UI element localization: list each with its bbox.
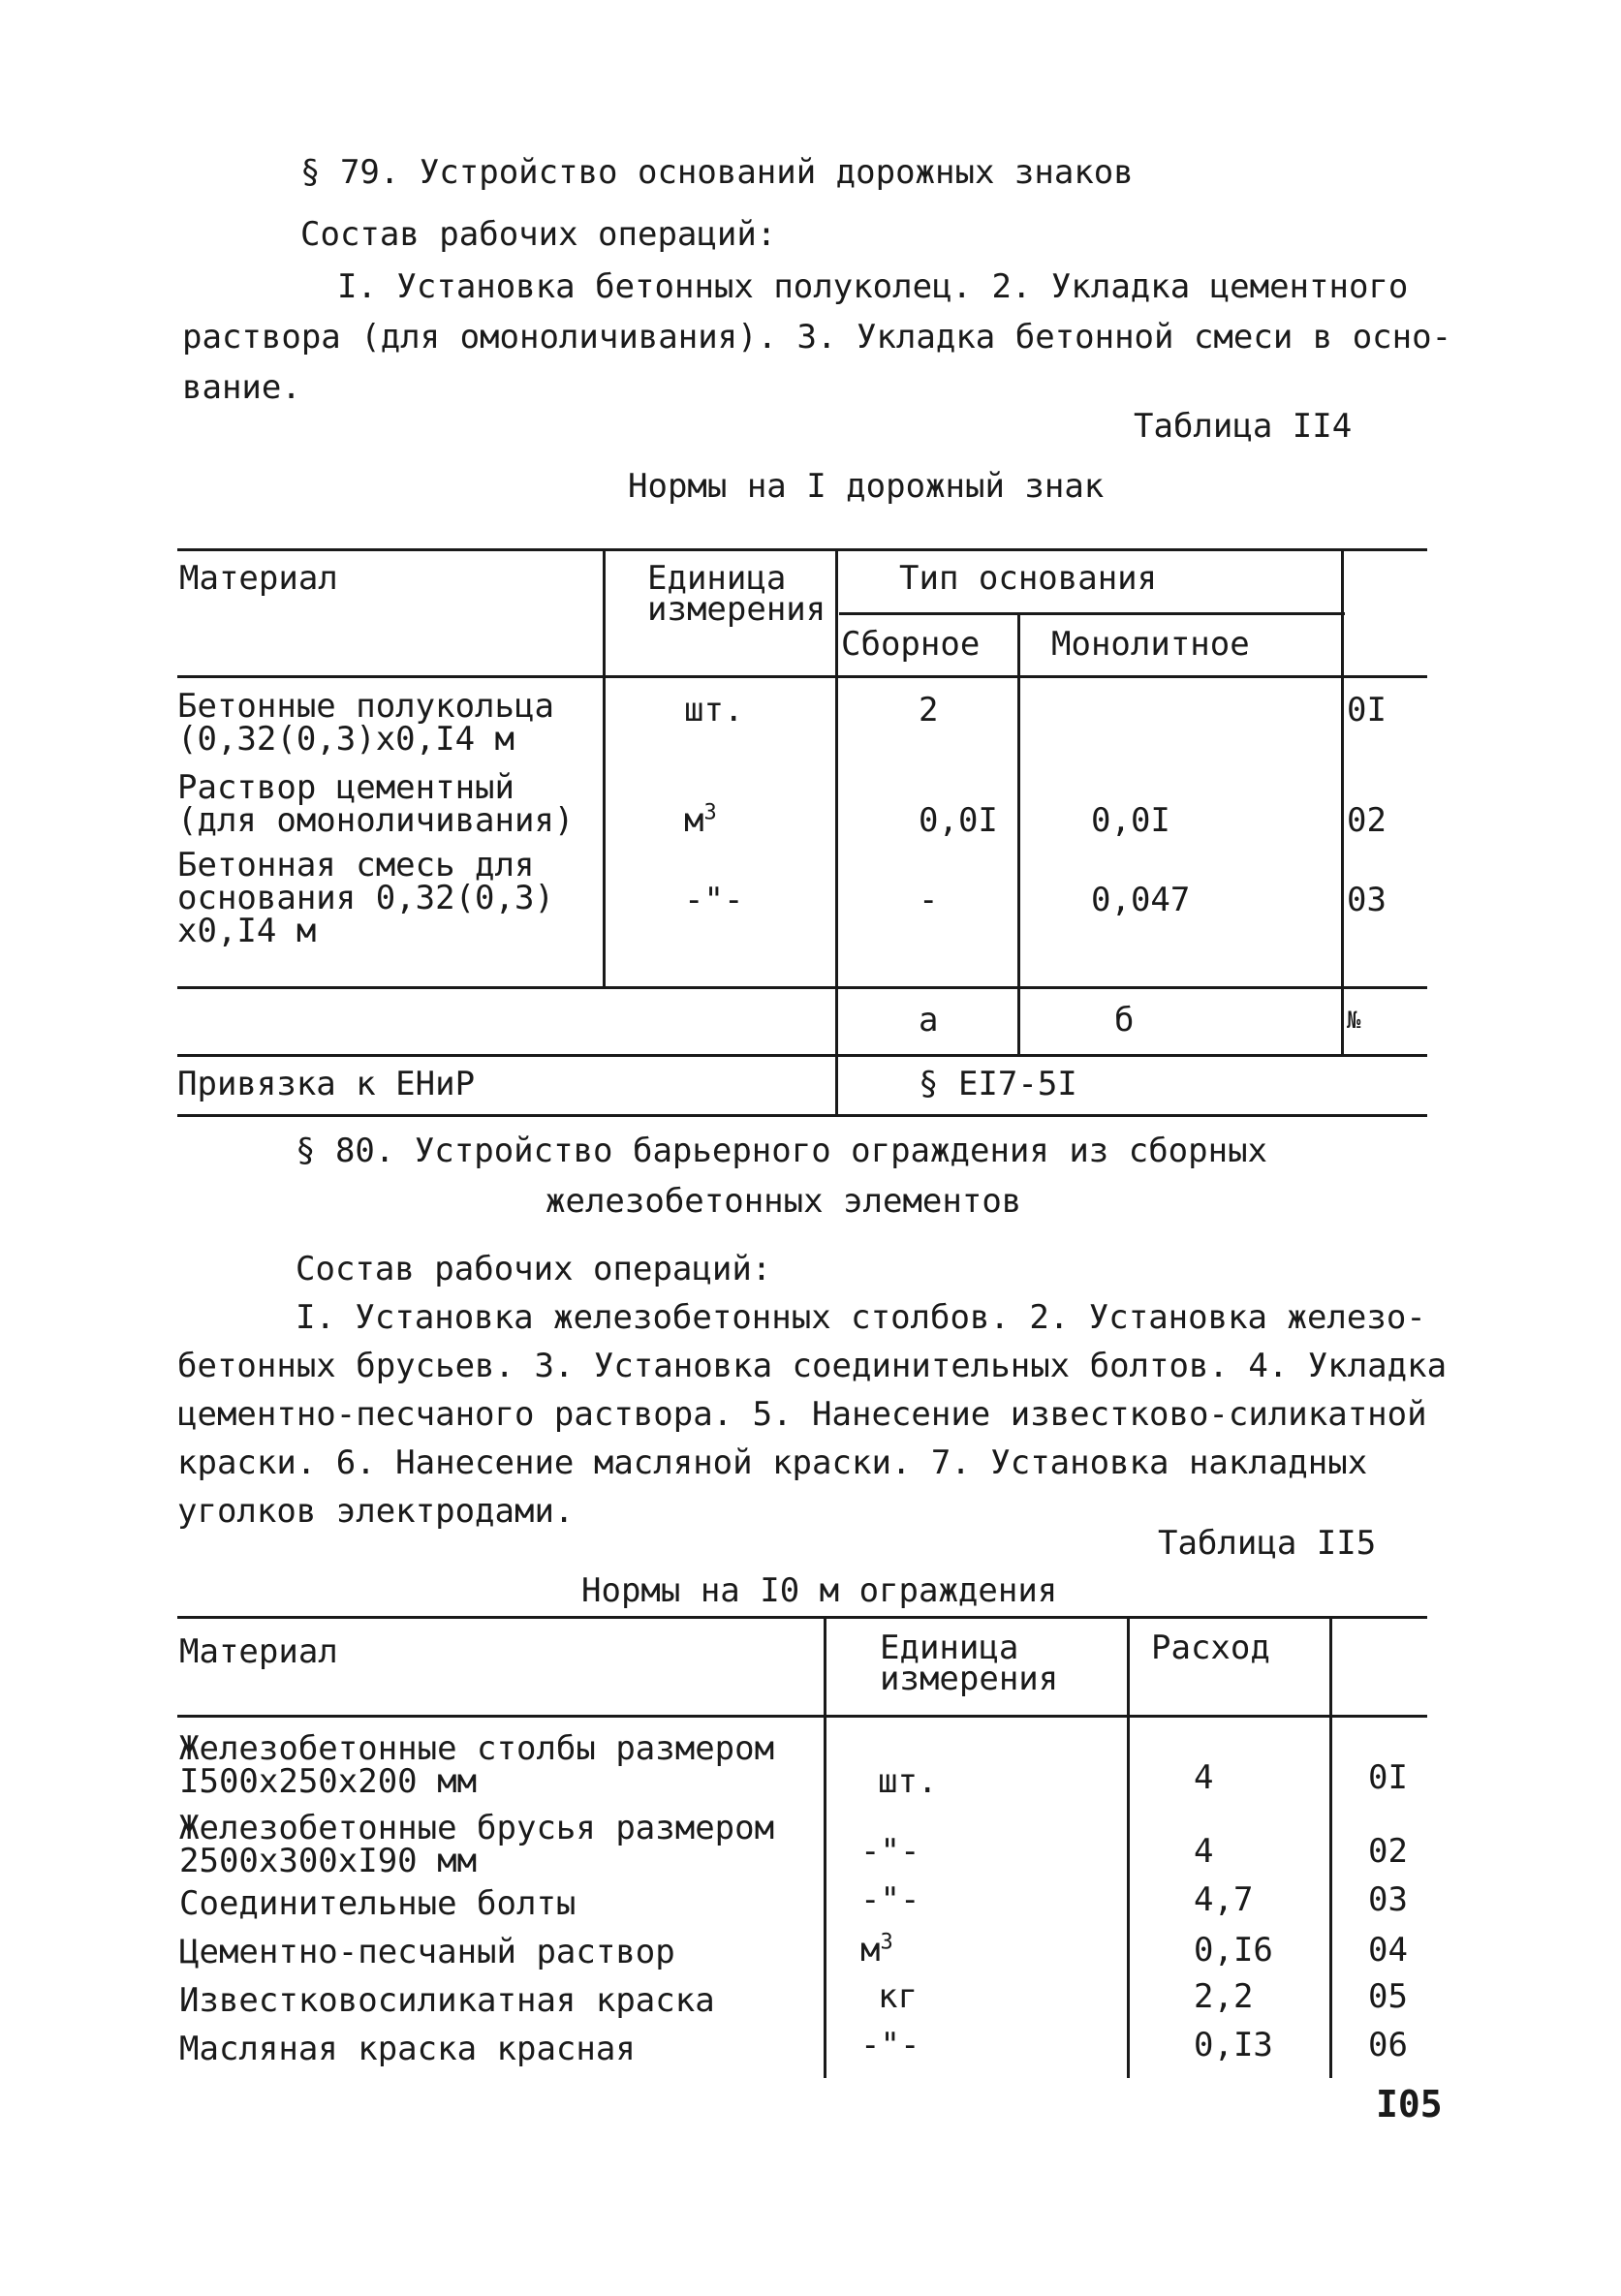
table-114-header-unit-1: Единица (647, 559, 787, 598)
row-value: 0,I3 (1194, 2026, 1273, 2064)
section-80-ops-line-2: бетонных брусьев. 3. Установка соединительных болтов. 4. Укладка (177, 1347, 1448, 1385)
row-unit: шт. (684, 691, 744, 729)
row-code: 03 (1368, 1880, 1408, 1919)
row-code: 02 (1368, 1832, 1408, 1871)
table-row: Известковосиликатная краска (179, 1981, 715, 2020)
row-prefab: 0,0I (919, 801, 998, 840)
table-114-vline-3 (1017, 612, 1020, 1054)
row-code: 06 (1368, 2026, 1408, 2064)
table-115-vline-2a (1127, 1616, 1130, 1715)
section-79-ops-line-2: раствора (для омоноличивания). 3. Укладка бетонной смеси в осно- (182, 318, 1452, 357)
section-80-heading-2: железобетонных элементов (546, 1182, 1022, 1221)
row-prefab: 2 (919, 691, 939, 729)
row-name-line: I500х250х200 мм (179, 1762, 478, 1801)
section-80-ops-line-1: I. Установка железобетонных столбов. 2. Установка железо- (296, 1298, 1426, 1337)
table-114-bottom-rule (177, 1114, 1427, 1117)
row-name-line: (для омоноличивания) (177, 801, 575, 840)
table-115-vline-1a (824, 1616, 826, 1715)
table-114-header-type: Тип основания (899, 559, 1158, 598)
row-name-line: (0,32(0,3)х0,I4 м (177, 720, 514, 759)
table-row (177, 687, 554, 759)
row-value: 0,I6 (1194, 1931, 1273, 1970)
row-unit: кг (878, 1977, 918, 2016)
table-row: Масляная краска красная (179, 2030, 636, 2068)
table-114-header-prefab: Сборное (841, 625, 981, 664)
table-115-header-rule (177, 1715, 1427, 1718)
table-114-body-rule (177, 986, 1427, 989)
binding-label: Привязка к ЕНиР (177, 1065, 476, 1103)
table-114-header-monolithic: Монолитное (1051, 625, 1250, 664)
unit-superscript: 3 (703, 800, 717, 825)
page-number: I05 (1376, 2083, 1443, 2125)
row-name-line: Раствор цементный (177, 768, 514, 807)
row-name-line: основания 0,32(0,3) (177, 879, 554, 917)
table-114-letters-rule (177, 1054, 1427, 1057)
row-code: 0I (1368, 1758, 1408, 1797)
row-name-line: Бетонная смесь для (177, 846, 535, 884)
section-80-heading-1: § 80. Устройство барьерного ограждения из сборных (296, 1132, 1268, 1170)
table-114-header-material: Материал (179, 559, 338, 598)
row-value: 4 (1194, 1832, 1214, 1871)
table-row (179, 1809, 775, 1880)
row-code: 03 (1347, 881, 1387, 919)
table-115-top-rule (177, 1616, 1427, 1619)
row-name-line: 2500х300хI90 мм (179, 1842, 478, 1880)
row-unit: -"- (684, 881, 744, 919)
section-80-ops-line-4: краски. 6. Нанесение масляной краски. 7. Установка накладных (177, 1443, 1368, 1482)
row-code: 04 (1368, 1931, 1408, 1970)
row-unit: шт. (878, 1762, 938, 1801)
section-79-ops-line-1: I. Установка бетонных полуколец. 2. Укладка цементного (337, 267, 1409, 306)
row-value: 2,2 (1194, 1977, 1254, 2016)
row-unit: -"- (860, 1832, 920, 1871)
row-monolithic: 0,047 (1091, 881, 1191, 919)
table-114-vline-4 (1341, 548, 1344, 1054)
table-115-vline-3 (1329, 1715, 1332, 2078)
table-115-label: Таблица II5 (1158, 1524, 1377, 1563)
row-unit: $м^3$ (860, 1930, 893, 1970)
table-115-header-material: Материал (179, 1632, 338, 1671)
row-unit: -"- (860, 1880, 920, 1919)
table-115-header-unit-1: Единица (880, 1629, 1019, 1667)
table-row (179, 1729, 775, 1801)
section-80-ops-line-3: цементно-песчаного раствора. 5. Нанесение известково-силикатной (177, 1395, 1427, 1434)
table-115-vline-2 (1127, 1715, 1130, 2078)
table-115-vline-3a (1329, 1616, 1332, 1715)
section-80-ops-title: Состав рабочих операций: (296, 1250, 772, 1288)
row-code: 05 (1368, 1977, 1408, 2016)
table-115-vline-1 (824, 1715, 826, 2078)
row-name-line: Бетонные полукольца (177, 687, 554, 726)
table-114-caption: Нормы на I дорожный знак (628, 467, 1105, 506)
row-prefab: - (919, 881, 939, 919)
table-114-subheader-rule (839, 612, 1345, 615)
section-79-ops-title: Состав рабочих операций: (300, 215, 777, 254)
table-115-header-consumption: Расход (1151, 1629, 1270, 1667)
column-letter-b: б (1114, 1001, 1135, 1039)
section-79-ops-line-3: вание. (182, 368, 301, 407)
row-code: 0I (1347, 691, 1387, 729)
row-unit: $м^3$ (684, 800, 717, 840)
column-letter-a: а (919, 1001, 939, 1039)
row-monolithic: 0,0I (1091, 801, 1170, 840)
table-114-label: Таблица II4 (1134, 407, 1353, 446)
section-79-heading: § 79. Устройство оснований дорожных знаков (300, 153, 1134, 192)
row-code: 02 (1347, 801, 1387, 840)
table-115-caption: Нормы на I0 м ограждения (581, 1571, 1058, 1610)
row-value: 4 (1194, 1758, 1214, 1797)
table-114-vline-2 (835, 548, 838, 1114)
table-row (177, 846, 554, 950)
table-row (177, 768, 575, 840)
unit-superscript: 3 (880, 1930, 893, 1955)
section-80-ops-line-5: уголков электродами. (177, 1492, 575, 1531)
binding-value: § ЕI7-5I (919, 1065, 1077, 1103)
table-114-header-rule (177, 675, 1427, 678)
row-name-line: Железобетонные столбы размером (179, 1729, 775, 1768)
table-row: Соединительные болты (179, 1884, 577, 1923)
row-name-line: Железобетонные брусья размером (179, 1809, 775, 1847)
row-unit: -"- (860, 2026, 920, 2064)
table-row: Цементно-песчаный раствор (179, 1933, 675, 1971)
table-114-vline-1 (603, 548, 606, 986)
table-114-header-unit-2: измерения (647, 590, 826, 629)
row-value: 4,7 (1194, 1880, 1254, 1919)
column-letter-c: № (1347, 1007, 1361, 1034)
table-115-header-unit-2: измерения (880, 1660, 1059, 1698)
table-114-top-rule (177, 548, 1427, 551)
row-name-line: х0,I4 м (177, 912, 317, 950)
